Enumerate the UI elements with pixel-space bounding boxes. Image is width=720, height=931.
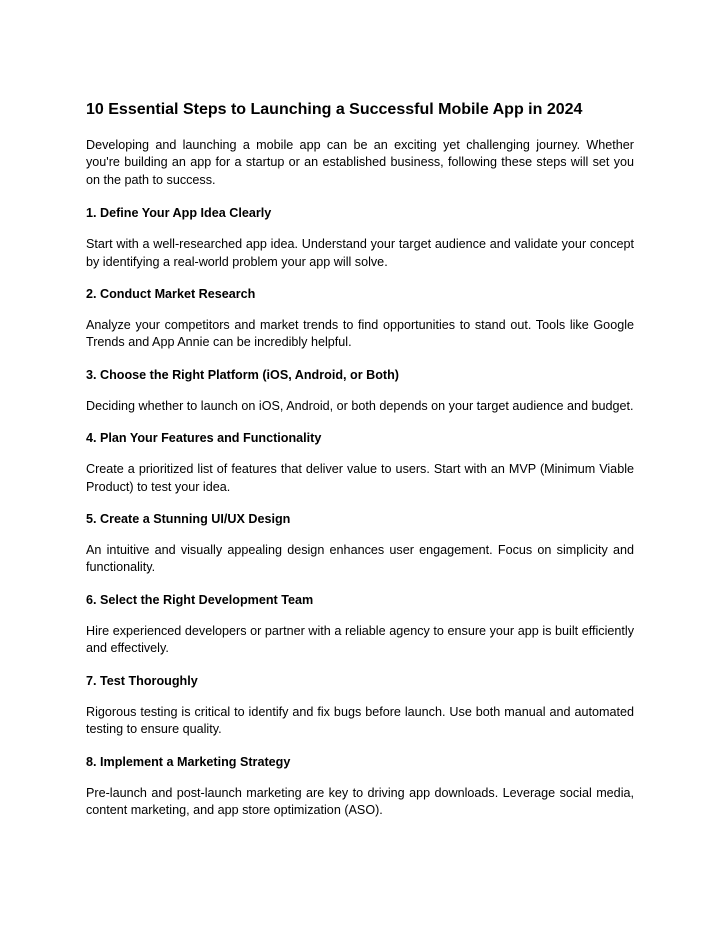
section-body: Start with a well-researched app idea. Understand your target audience and validate your concept by identifying a real-world problem your app will solve.: [86, 237, 634, 269]
section-heading: 6. Select the Right Development Team: [86, 592, 314, 607]
section-body: Pre-launch and post-launch marketing are key to driving app downloads. Leverage social media, content marketing, and app store optimization (ASO).: [86, 785, 634, 817]
section-body: Hire experienced developers or partner with a reliable agency to ensure your app is built efficiently and effectively.: [86, 623, 634, 656]
section-3: [86, 367, 634, 415]
section-heading: 1. Define Your App Idea Clearly: [86, 206, 272, 221]
section-heading: 3. Choose the Right Platform (iOS, Android, or Both): [86, 367, 399, 382]
section-body: Deciding whether to launch on iOS, Android, or both depends on your target audience and budget.: [86, 398, 634, 413]
section-body: An intuitive and visually appealing design enhances user engagement. Focus on simplicity and functionality.: [86, 543, 634, 575]
section-2: [86, 286, 634, 352]
section-4: [86, 430, 634, 496]
section-8: [86, 754, 634, 820]
section-1: [86, 205, 634, 271]
section-6: [86, 592, 634, 658]
section-heading: 4. Plan Your Features and Functionality: [86, 431, 322, 446]
section-heading: 8. Implement a Marketing Strategy: [86, 754, 291, 769]
intro-paragraph: Developing and launching a mobile app can be an exciting yet challenging journey. Whether you're building an app for a startup or an established business, following these steps will set you on the path to success.: [86, 138, 634, 187]
section-body: Analyze your competitors and market trends to find opportunities to stand out. Tools like Google Trends and App Annie can be incredibly helpful.: [86, 318, 634, 350]
section-heading: 5. Create a Stunning UI/UX Design: [86, 512, 291, 527]
section-heading: 7. Test Thoroughly: [86, 673, 198, 688]
section-body: Rigorous testing is critical to identify and fix bugs before launch. Use both manual and automated testing to ensure quality.: [86, 704, 634, 737]
section-5: [86, 511, 634, 577]
section-body: Create a prioritized list of features that deliver value to users. Start with an MVP (Minimum Viable Product) to test your idea.: [86, 462, 634, 494]
section-heading: 2. Conduct Market Research: [86, 287, 256, 302]
section-7: [86, 673, 634, 739]
document-title: 10 Essential Steps to Launching a Successful Mobile App in 2024: [86, 101, 583, 118]
